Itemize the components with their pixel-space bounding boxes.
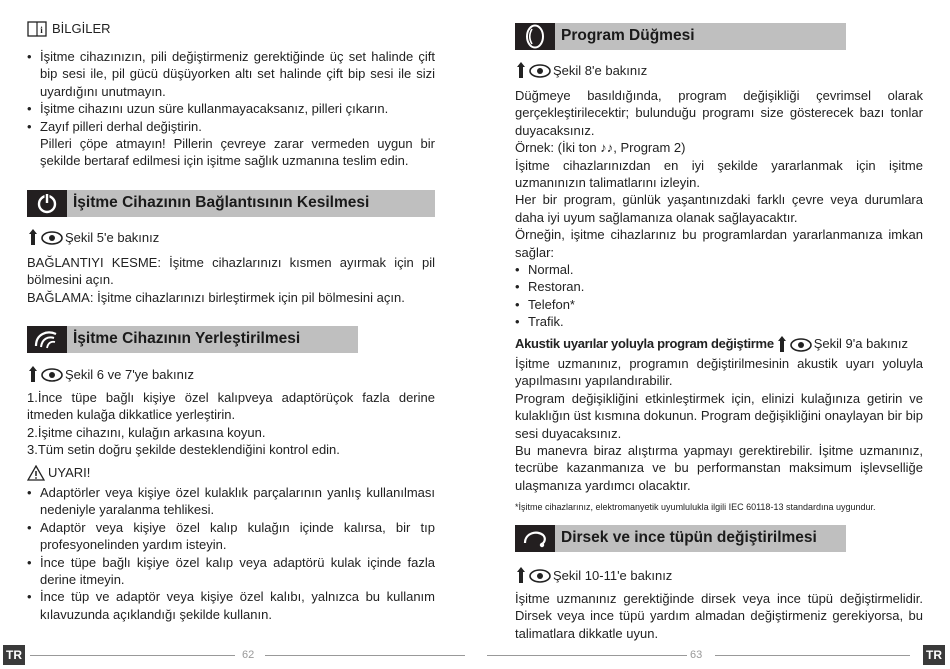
footer-rule [30, 655, 235, 656]
paragraph: Bu manevra biraz alıştırma yapmayı gerektirebilir. İşitme uzmanınız, tecrübe kazanmanıza ve bu performanstan maksimum işlevselliğe ulaşmanıza yardımcı olacaktır. [515, 443, 923, 493]
warning-bullet: • İnce tüpe bağlı kişiye özel kalıp veya adaptörü kulak içinde fazla derine itmeyin. [27, 554, 435, 589]
program-item: • Normal. [515, 261, 923, 278]
hand-eye-icon [515, 61, 553, 79]
section-header-program [515, 23, 846, 50]
program-item: • Restoran. [515, 278, 923, 295]
figure-ref [27, 228, 159, 246]
info-paragraph: Pilleri çöpe atmayın! Pillerin çevreye zarar vermeden uygun bir şekilde bertaraf edilmesi için işitme sağlık uzmanına teslim edin. [40, 136, 435, 169]
section-title: İşitme Cihazının Yerleştirilmesi [73, 330, 301, 347]
tube-icon [515, 525, 555, 552]
paragraph: Düğmeye basıldığında, program değişikliği çevrimsel olarak gerçekleştirilecektir; bulunduğu programı size gösterecek bazı tonlar duyacaksınız. [515, 88, 923, 138]
right-page [475, 0, 950, 669]
section-title: İşitme Cihazının Bağlantısının Kesilmesi [73, 194, 370, 211]
section-header-disconnect [27, 190, 435, 217]
warning-bullet: • Adaptör veya kişiye özel kalıp kulağın içinde kalırsa, bir tıp profesyonelinden yardım isteyin. [27, 519, 435, 554]
program-item: • Trafik. [515, 313, 923, 330]
info-heading: BİLGİLER [52, 21, 111, 36]
section-title: Dirsek ve ince tüpün değiştirilmesi [561, 529, 817, 546]
insert-steps [27, 389, 435, 459]
hand-eye-icon [776, 335, 814, 353]
disconnect-text [27, 254, 435, 306]
language-tag: TR [923, 645, 945, 665]
paragraph: İşitme uzmanınız, programın değiştirilmesinin akustik uyarı yoluyla yapılmasını yapılandırabilir. [515, 356, 923, 389]
warning-heading: UYARI! [48, 465, 91, 480]
figure-ref-text: Şekil 9'a bakınız [813, 336, 909, 352]
footer-rule [715, 655, 910, 656]
figure-ref-text: Şekil 5'e bakınız [65, 229, 160, 245]
footnote: *İşitme cihazlarınız, elektromanyetik uyumlulukla ilgili IEC 60118-13 standardına uygundur. [515, 502, 876, 512]
acoustic-heading [515, 335, 923, 353]
paragraph: BAĞLAMA: İşitme cihazlarınızı birleştirmek için pil bölmesini açın. [27, 289, 405, 305]
warning-icon [27, 465, 45, 481]
page-number: 62 [242, 649, 255, 661]
program-item: • Telefon* [515, 296, 923, 313]
program-text [515, 87, 923, 331]
footer-rule [265, 655, 465, 656]
paragraph: Örneğin, işitme cihazlarınız bu programlardan yararlanmanıza imkan sağlar: [515, 227, 923, 260]
example: Örnek: (İki ton ♪♪, Program 2) [515, 140, 686, 156]
warning-header [27, 464, 90, 481]
hand-eye-icon [515, 566, 553, 584]
figure-ref [27, 365, 194, 383]
warning-bullet: • İnce tüp ve adaptör veya kişiye özel kalıbı, yalnızca bu kullanım kılavuzunda açıklandığı şekilde kullanın. [27, 588, 435, 623]
figure-ref-text: Şekil 10-11'e bakınız [553, 567, 673, 583]
paragraph: İşitme uzmanınız gerektiğinde dirsek veya ince tüpü değiştirmelidir. Dirsek veya ince tüpü yardım almadan değiştirmeniz gerekiyorsa, bu talimatlara dikkatle uyun. [515, 591, 923, 641]
figure-ref [515, 61, 647, 79]
step: 1.İnce tüpe bağlı kişiye özel kalıpveya adaptörüçok fazla derine itmeden kulağa dikkatlice yerleştirin. [27, 390, 435, 423]
warning-block [27, 484, 435, 623]
ear-icon [27, 326, 67, 353]
section-header-tube [515, 525, 846, 552]
svg-text:i: i [40, 24, 43, 35]
acoustic-text [515, 355, 923, 494]
language-tag: TR [3, 645, 25, 665]
section-title: Program Düğmesi [561, 27, 695, 44]
info-block [27, 48, 435, 170]
figure-ref [515, 566, 672, 584]
acoustic-title: Akustik uyarılar yoluyla program değiştirme [515, 336, 774, 352]
info-bullet: • Zayıf pilleri derhal değiştirin. [27, 118, 435, 135]
paragraph: İşitme cihazlarınızdan en iyi şekilde yararlanmak için işitme uzmanınızın talimatlarını izleyin. [515, 157, 923, 191]
program-button-icon [515, 23, 555, 50]
warning-bullet: • Adaptörler veya kişiye özel kulaklık parçalarının yanlış kullanılması nedeniyle yaralanma tehlikesi. [27, 484, 435, 519]
info-bullet: • İşitme cihazınızın, pili değiştirmeniz gerektiğinde üç set halinde çift bip sesi ile, pil gücü düşüyorken altı set halinde çift bip sesi ile sizi uyardığını unutmayın. [27, 48, 435, 100]
figure-ref-text: Şekil 6 ve 7'ye bakınız [65, 366, 194, 382]
hand-eye-icon [27, 228, 65, 246]
section-header-insert [27, 326, 358, 353]
tube-text [515, 590, 923, 642]
info-book-icon [27, 21, 47, 37]
power-icon [27, 190, 67, 217]
page-number: 63 [690, 649, 703, 661]
hand-eye-icon [27, 365, 65, 383]
paragraph: BAĞLANTIYI KESME: İşitme cihazlarınızı kısmen ayırmak için pil bölmesini açın. [27, 255, 435, 288]
footer-rule [487, 655, 687, 656]
info-bullet: • İşitme cihazını uzun süre kullanmayacaksanız, pilleri çıkarın. [27, 100, 435, 117]
step: 3.Tüm setin doğru şekilde desteklendiğini kontrol edin. [27, 442, 340, 458]
paragraph: Program değişikliğini etkinleştirmek için, elinizi kulağınıza getirin ve kulaklığın üst kısmına dokunun. Program değişikliğini onaylayan bir bip sesi duyacaksınız. [515, 390, 923, 441]
figure-ref-text: Şekil 8'e bakınız [553, 62, 648, 78]
info-header [27, 20, 111, 37]
step: 2.İşitme cihazını, kulağın arkasına koyun. [27, 424, 266, 440]
paragraph: Her bir program, günlük yaşantınızdaki farklı çevre veya durumlara daha iyi uyum sağlamanıza olanak sağlayacaktır. [515, 192, 923, 225]
